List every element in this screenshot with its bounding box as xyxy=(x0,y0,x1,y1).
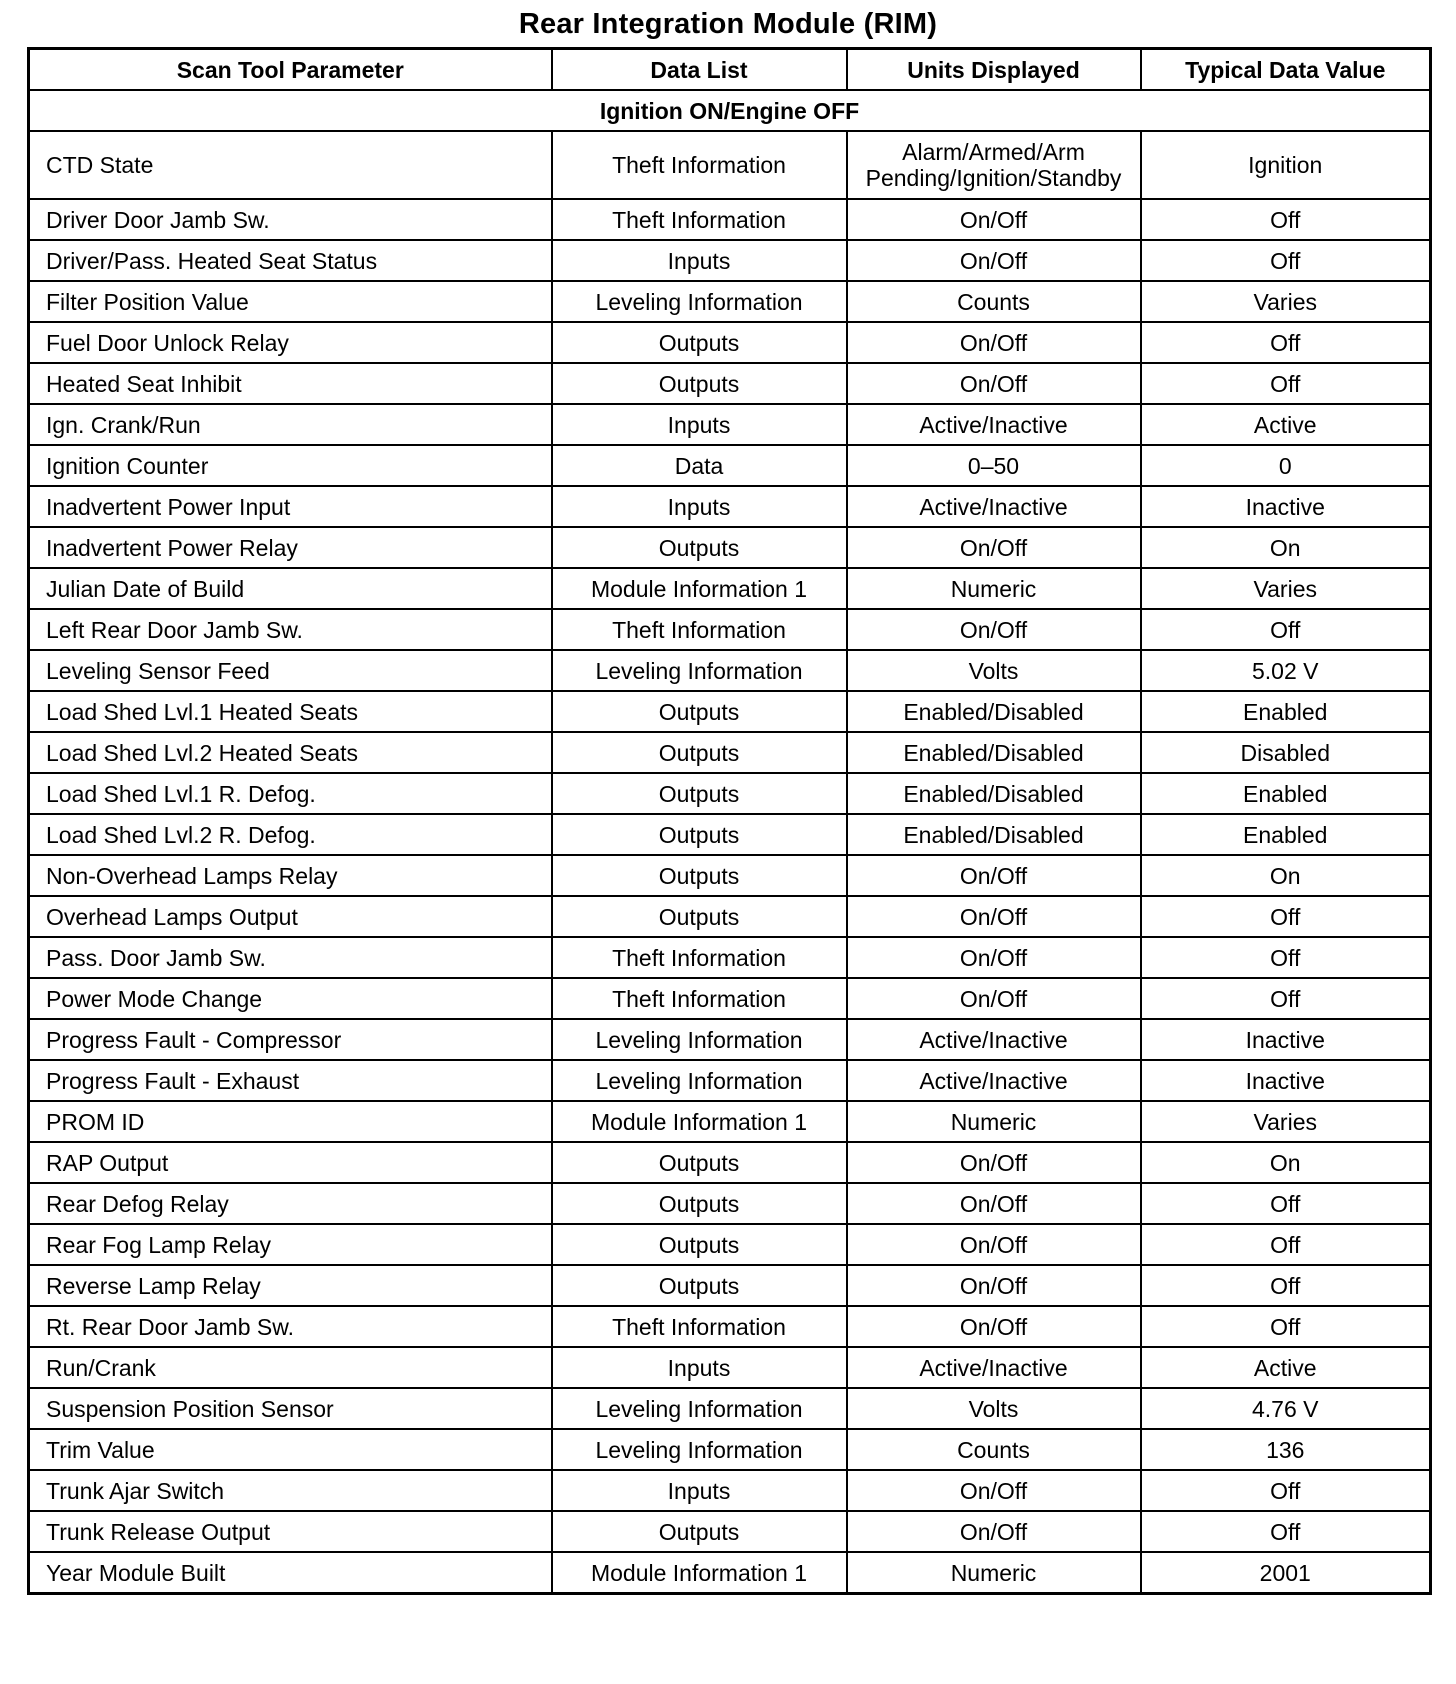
table-row xyxy=(29,281,1431,322)
parameter-cell: Filter Position Value xyxy=(29,281,552,322)
units-cell: On/Off xyxy=(847,1224,1141,1265)
data-list-cell: Outputs xyxy=(552,322,847,363)
data-list-cell: Outputs xyxy=(552,1224,847,1265)
parameter-cell: Power Mode Change xyxy=(29,978,552,1019)
data-list-cell: Outputs xyxy=(552,1265,847,1306)
units-cell: 0–50 xyxy=(847,445,1141,486)
typical-value-cell: Off xyxy=(1141,363,1431,404)
units-cell: Active/Inactive xyxy=(847,404,1141,445)
typical-value-cell: 5.02 V xyxy=(1141,650,1431,691)
parameter-cell: Julian Date of Build xyxy=(29,568,552,609)
table-row xyxy=(29,732,1431,773)
parameter-cell: Rear Defog Relay xyxy=(29,1183,552,1224)
typical-value-cell: Inactive xyxy=(1141,1019,1431,1060)
table-row xyxy=(29,322,1431,363)
parameter-cell: Pass. Door Jamb Sw. xyxy=(29,937,552,978)
data-list-cell: Outputs xyxy=(552,896,847,937)
data-list-cell: Module Information 1 xyxy=(552,568,847,609)
parameter-cell: Ign. Crank/Run xyxy=(29,404,552,445)
parameter-cell: Rear Fog Lamp Relay xyxy=(29,1224,552,1265)
parameter-cell: Inadvertent Power Input xyxy=(29,486,552,527)
units-cell: On/Off xyxy=(847,1470,1141,1511)
table-row xyxy=(29,1101,1431,1142)
units-cell: Enabled/Disabled xyxy=(847,773,1141,814)
parameter-cell: PROM ID xyxy=(29,1101,552,1142)
typical-value-cell: Off xyxy=(1141,1511,1431,1552)
parameter-cell: Progress Fault - Compressor xyxy=(29,1019,552,1060)
data-list-cell: Outputs xyxy=(552,732,847,773)
units-cell: On/Off xyxy=(847,1511,1141,1552)
rim-data-table xyxy=(27,47,1432,1595)
units-cell: Numeric xyxy=(847,1552,1141,1594)
data-list-cell: Theft Information xyxy=(552,978,847,1019)
header-units-displayed: Units Displayed xyxy=(847,49,1141,91)
parameter-cell: Reverse Lamp Relay xyxy=(29,1265,552,1306)
table-row xyxy=(29,404,1431,445)
typical-value-cell: 2001 xyxy=(1141,1552,1431,1594)
table-row xyxy=(29,1060,1431,1101)
table-row xyxy=(29,199,1431,240)
table-row xyxy=(29,1019,1431,1060)
typical-value-cell: Active xyxy=(1141,404,1431,445)
table-row xyxy=(29,1183,1431,1224)
typical-value-cell: Enabled xyxy=(1141,773,1431,814)
data-list-cell: Leveling Information xyxy=(552,281,847,322)
units-cell: On/Off xyxy=(847,199,1141,240)
table-row xyxy=(29,773,1431,814)
table-row xyxy=(29,609,1431,650)
parameter-cell: CTD State xyxy=(29,131,552,199)
table-row xyxy=(29,896,1431,937)
typical-value-cell: Off xyxy=(1141,896,1431,937)
parameter-cell: Load Shed Lvl.2 Heated Seats xyxy=(29,732,552,773)
typical-value-cell: 4.76 V xyxy=(1141,1388,1431,1429)
data-list-cell: Outputs xyxy=(552,1183,847,1224)
table-row xyxy=(29,937,1431,978)
table-row xyxy=(29,486,1431,527)
data-list-cell: Leveling Information xyxy=(552,1060,847,1101)
data-list-cell: Leveling Information xyxy=(552,650,847,691)
data-list-cell: Module Information 1 xyxy=(552,1552,847,1594)
parameter-cell: Progress Fault - Exhaust xyxy=(29,1060,552,1101)
data-list-cell: Outputs xyxy=(552,855,847,896)
typical-value-cell: Varies xyxy=(1141,568,1431,609)
table-row xyxy=(29,131,1431,199)
units-cell: On/Off xyxy=(847,978,1141,1019)
units-cell: On/Off xyxy=(847,855,1141,896)
units-cell: Counts xyxy=(847,281,1141,322)
data-list-cell: Outputs xyxy=(552,363,847,404)
units-cell: On/Off xyxy=(847,1142,1141,1183)
table-row xyxy=(29,568,1431,609)
units-cell: Volts xyxy=(847,650,1141,691)
data-list-cell: Module Information 1 xyxy=(552,1101,847,1142)
units-cell: On/Off xyxy=(847,937,1141,978)
parameter-cell: Ignition Counter xyxy=(29,445,552,486)
units-cell: On/Off xyxy=(847,1265,1141,1306)
typical-value-cell: Active xyxy=(1141,1347,1431,1388)
units-cell: Enabled/Disabled xyxy=(847,691,1141,732)
parameter-cell: Load Shed Lvl.1 R. Defog. xyxy=(29,773,552,814)
table-row xyxy=(29,814,1431,855)
header-scan-tool-parameter: Scan Tool Parameter xyxy=(29,49,552,91)
units-cell: Alarm/Armed/Arm Pending/Ignition/Standby xyxy=(847,131,1141,199)
typical-value-cell: Varies xyxy=(1141,281,1431,322)
units-cell: On/Off xyxy=(847,363,1141,404)
data-list-cell: Inputs xyxy=(552,1347,847,1388)
units-cell: On/Off xyxy=(847,527,1141,568)
typical-value-cell: On xyxy=(1141,855,1431,896)
typical-value-cell: Off xyxy=(1141,1265,1431,1306)
parameter-cell: Rt. Rear Door Jamb Sw. xyxy=(29,1306,552,1347)
table-row xyxy=(29,978,1431,1019)
units-cell: Volts xyxy=(847,1388,1141,1429)
data-list-cell: Inputs xyxy=(552,1470,847,1511)
table-row xyxy=(29,1347,1431,1388)
typical-value-cell: Disabled xyxy=(1141,732,1431,773)
typical-value-cell: Off xyxy=(1141,199,1431,240)
typical-value-cell: Off xyxy=(1141,609,1431,650)
data-list-cell: Outputs xyxy=(552,527,847,568)
typical-value-cell: Ignition xyxy=(1141,131,1431,199)
table-row xyxy=(29,1224,1431,1265)
table-row xyxy=(29,1470,1431,1511)
table-row xyxy=(29,691,1431,732)
units-cell: Active/Inactive xyxy=(847,1019,1141,1060)
typical-value-cell: 136 xyxy=(1141,1429,1431,1470)
section-row xyxy=(29,90,1431,131)
typical-value-cell: 0 xyxy=(1141,445,1431,486)
table-row xyxy=(29,445,1431,486)
table-row xyxy=(29,363,1431,404)
typical-value-cell: Off xyxy=(1141,937,1431,978)
units-cell: Active/Inactive xyxy=(847,1347,1141,1388)
units-cell: Numeric xyxy=(847,568,1141,609)
table-row xyxy=(29,1552,1431,1594)
parameter-cell: Trunk Ajar Switch xyxy=(29,1470,552,1511)
data-list-cell: Theft Information xyxy=(552,937,847,978)
typical-value-cell: Off xyxy=(1141,1306,1431,1347)
parameter-cell: Inadvertent Power Relay xyxy=(29,527,552,568)
table-row xyxy=(29,1511,1431,1552)
data-list-cell: Outputs xyxy=(552,691,847,732)
table-row xyxy=(29,240,1431,281)
parameter-cell: Trim Value xyxy=(29,1429,552,1470)
header-data-list: Data List xyxy=(552,49,847,91)
data-list-cell: Theft Information xyxy=(552,131,847,199)
parameter-cell: Fuel Door Unlock Relay xyxy=(29,322,552,363)
typical-value-cell: Off xyxy=(1141,978,1431,1019)
table-row xyxy=(29,650,1431,691)
data-list-cell: Inputs xyxy=(552,486,847,527)
table-row xyxy=(29,855,1431,896)
parameter-cell: Load Shed Lvl.2 R. Defog. xyxy=(29,814,552,855)
data-list-cell: Theft Information xyxy=(552,1306,847,1347)
data-list-cell: Outputs xyxy=(552,773,847,814)
typical-value-cell: Off xyxy=(1141,322,1431,363)
units-cell: On/Off xyxy=(847,322,1141,363)
table-row xyxy=(29,1265,1431,1306)
header-typical-data-value: Typical Data Value xyxy=(1141,49,1431,91)
data-list-cell: Inputs xyxy=(552,404,847,445)
parameter-cell: Heated Seat Inhibit xyxy=(29,363,552,404)
units-cell: Active/Inactive xyxy=(847,1060,1141,1101)
parameter-cell: RAP Output xyxy=(29,1142,552,1183)
units-cell: On/Off xyxy=(847,896,1141,937)
data-list-cell: Outputs xyxy=(552,814,847,855)
typical-value-cell: Inactive xyxy=(1141,486,1431,527)
table-row xyxy=(29,1388,1431,1429)
data-list-cell: Data xyxy=(552,445,847,486)
table-header-row xyxy=(29,49,1431,91)
units-cell: On/Off xyxy=(847,240,1141,281)
units-cell: On/Off xyxy=(847,609,1141,650)
typical-value-cell: On xyxy=(1141,527,1431,568)
table-row xyxy=(29,1306,1431,1347)
units-cell: On/Off xyxy=(847,1183,1141,1224)
section-label: Ignition ON/Engine OFF xyxy=(29,90,1431,131)
data-list-cell: Leveling Information xyxy=(552,1429,847,1470)
data-list-cell: Leveling Information xyxy=(552,1019,847,1060)
data-list-cell: Theft Information xyxy=(552,609,847,650)
data-list-cell: Leveling Information xyxy=(552,1388,847,1429)
typical-value-cell: On xyxy=(1141,1142,1431,1183)
units-cell: Counts xyxy=(847,1429,1141,1470)
parameter-cell: Driver Door Jamb Sw. xyxy=(29,199,552,240)
parameter-cell: Trunk Release Output xyxy=(29,1511,552,1552)
units-cell: Enabled/Disabled xyxy=(847,732,1141,773)
typical-value-cell: Inactive xyxy=(1141,1060,1431,1101)
parameter-cell: Run/Crank xyxy=(29,1347,552,1388)
typical-value-cell: Off xyxy=(1141,240,1431,281)
table-row xyxy=(29,527,1431,568)
typical-value-cell: Off xyxy=(1141,1470,1431,1511)
data-list-cell: Outputs xyxy=(552,1511,847,1552)
units-cell: Enabled/Disabled xyxy=(847,814,1141,855)
data-list-cell: Inputs xyxy=(552,240,847,281)
parameter-cell: Overhead Lamps Output xyxy=(29,896,552,937)
data-list-cell: Outputs xyxy=(552,1142,847,1183)
typical-value-cell: Enabled xyxy=(1141,691,1431,732)
parameter-cell: Left Rear Door Jamb Sw. xyxy=(29,609,552,650)
table-body xyxy=(29,90,1431,1594)
parameter-cell: Year Module Built xyxy=(29,1552,552,1594)
parameter-cell: Load Shed Lvl.1 Heated Seats xyxy=(29,691,552,732)
table-row xyxy=(29,1142,1431,1183)
page-title: Rear Integration Module (RIM) xyxy=(518,8,938,40)
parameter-cell: Suspension Position Sensor xyxy=(29,1388,552,1429)
units-cell: Active/Inactive xyxy=(847,486,1141,527)
parameter-cell: Driver/Pass. Heated Seat Status xyxy=(29,240,552,281)
units-cell: On/Off xyxy=(847,1306,1141,1347)
units-cell: Numeric xyxy=(847,1101,1141,1142)
typical-value-cell: Off xyxy=(1141,1183,1431,1224)
typical-value-cell: Enabled xyxy=(1141,814,1431,855)
table-row xyxy=(29,1429,1431,1470)
parameter-cell: Non-Overhead Lamps Relay xyxy=(29,855,552,896)
parameter-cell: Leveling Sensor Feed xyxy=(29,650,552,691)
data-list-cell: Theft Information xyxy=(552,199,847,240)
typical-value-cell: Off xyxy=(1141,1224,1431,1265)
typical-value-cell: Varies xyxy=(1141,1101,1431,1142)
